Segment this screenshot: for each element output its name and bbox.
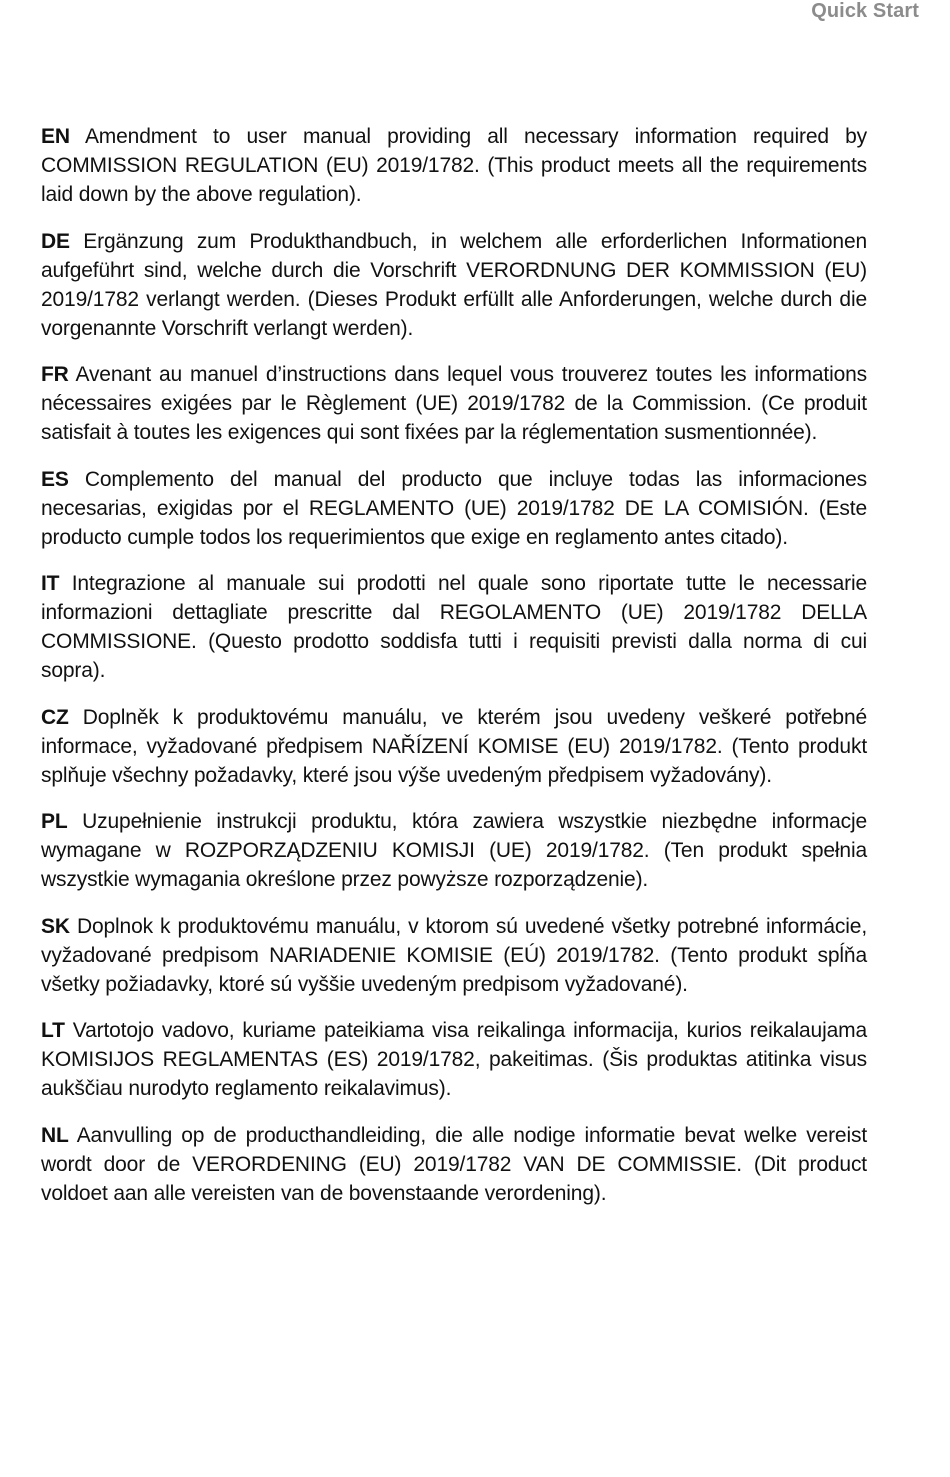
paragraph-de xyxy=(41,227,867,343)
paragraph-lt xyxy=(41,1016,867,1103)
language-code-de: DE xyxy=(41,229,70,253)
language-code-en: EN xyxy=(41,125,70,148)
language-code-nl: NL xyxy=(41,1123,69,1147)
paragraph-text-nl: Aanvulling op de producthandleiding, die alle nodige informatie bevat welke vereist wordt door de VERORDENING (EU) 2019/1782 VAN DE COMMISSIE. (Dit product voldoet aan alle vereisten van de bovenstaande verordening). xyxy=(41,1123,868,1205)
language-code-it: IT xyxy=(41,572,60,595)
paragraph-sk xyxy=(41,912,867,999)
language-code-pl: PL xyxy=(41,810,68,833)
paragraph-pl xyxy=(41,807,867,894)
language-code-lt: LT xyxy=(41,1019,65,1042)
paragraph-text-en: Amendment to user manual providing all necessary information required by COMMISSION REGULATION (EU) 2019/1782. (This product meets all the requirements laid down by the above regulation). xyxy=(41,125,867,206)
paragraph-fr xyxy=(41,360,867,447)
document-body xyxy=(41,122,867,1225)
paragraph-it xyxy=(41,569,867,685)
paragraph-text-cz: Doplněk k produktovému manuálu, ve kterém jsou uvedeny veškeré potřebné informace, vyžadované předpisem NAŘÍZENÍ KOMISE (EU) 2019/1782. (Tento produkt splňuje všechny požadavky, které jsou výše uvedeným předpisem vyžadovány). xyxy=(41,705,868,787)
paragraph-text-pl: Uzupełnienie instrukcji produktu, która zawiera wszystkie niezbędne informacje wymagane w ROZPORZĄDZENIU KOMISJI (UE) 2019/1782. (Ten produkt spełnia wszystkie wymagania określone przez powyższe rozporządzenie). xyxy=(41,810,868,891)
paragraph-en xyxy=(41,122,867,209)
page-header-title: Quick Start xyxy=(811,0,919,22)
language-code-cz: CZ xyxy=(41,705,69,729)
language-code-es: ES xyxy=(41,467,69,491)
paragraph-text-it: Integrazione al manuale sui prodotti nel quale sono riportate tutte le necessarie informazioni dettagliate prescritte dal REGOLAMENTO (UE) 2019/1782 DELLA COMMISSIONE. (Questo prodotto soddisfa tutti i requisiti previsti dalla norma di cui sopra). xyxy=(41,572,867,682)
paragraph-nl xyxy=(41,1121,867,1208)
paragraph-text-fr: Avenant au manuel d’instructions dans lequel vous trouverez toutes les informations nécessaires exigées par le Règlement (UE) 2019/1782 de la Commission. (Ce produit satisfait à toutes les exigences qui sont fixées par la réglementation susmentionnée). xyxy=(41,363,868,444)
paragraph-text-es: Complemento del manual del producto que incluye todas las informaciones necesarias, exigidas por el REGLAMENTO (UE) 2019/1782 DE LA COMISIÓN. (Este producto cumple todos los requerimientos que exige en reglamento antes citado). xyxy=(41,467,867,549)
language-code-fr: FR xyxy=(41,363,69,386)
paragraph-text-de: Ergänzung zum Produkthandbuch, in welchem alle erforderlichen Informationen aufgeführt sind, welche durch die Vorschrift VERORDNUNG DER KOMMISSION (EU) 2019/1782 verlangt werden. (Dieses Produkt erfüllt alle Anforderungen, welche durch die vorgenannte Vorschrift verlangt werden). xyxy=(41,229,867,340)
paragraph-text-lt: Vartotojo vadovo, kuriame pateikiama visa reikalinga informacija, kurios reikalaujama KOMISIJOS REGLAMENTAS (ES) 2019/1782, pakeitimas. (Šis produktas atitinka visus aukščiau nurodyto reglamento reikalavimus). xyxy=(41,1019,868,1100)
paragraph-cz xyxy=(41,703,867,790)
language-code-sk: SK xyxy=(41,914,70,938)
paragraph-es xyxy=(41,465,867,552)
paragraph-text-sk: Doplnok k produktovému manuálu, v ktorom sú uvedené všetky potrebné informácie, vyžadované predpisom NARIADENIE KOMISIE (EÚ) 2019/1782. (Tento produkt spĺňa všetky požiadavky, ktoré sú vyššie uvedeným predpisom vyžadované). xyxy=(41,914,868,996)
